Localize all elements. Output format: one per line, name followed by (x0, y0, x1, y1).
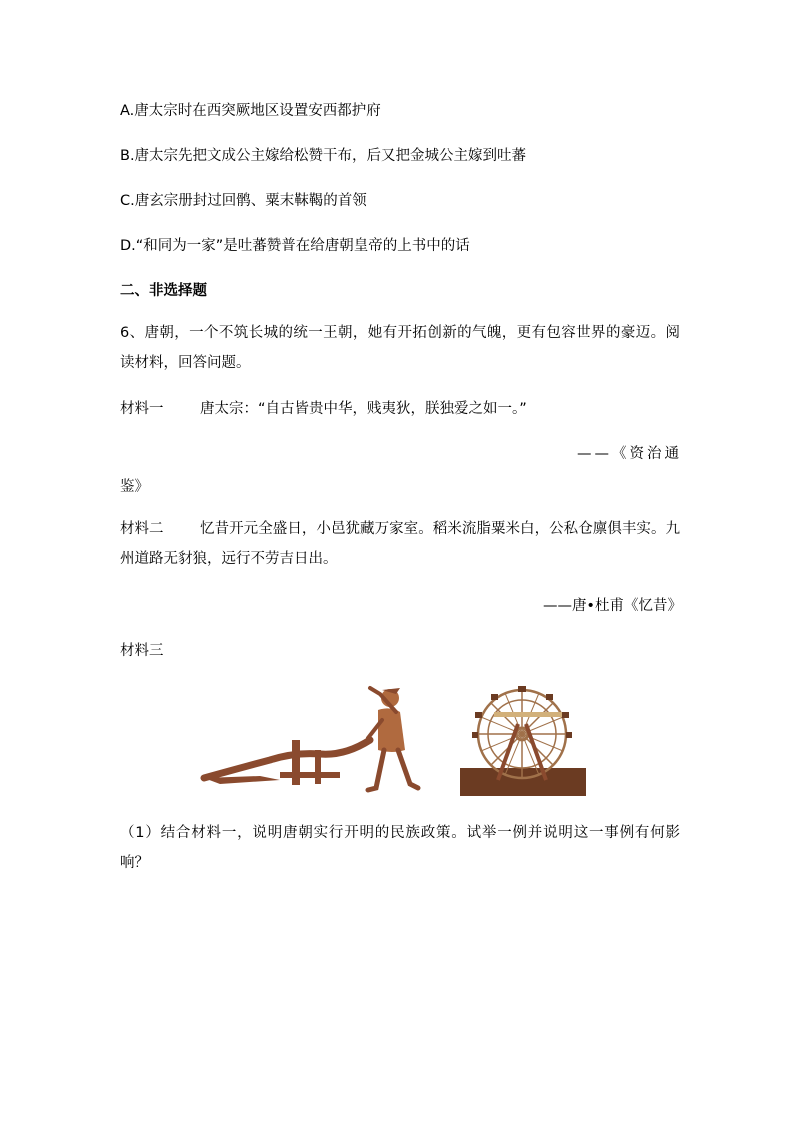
material-three-label: 材料三 (120, 643, 164, 659)
material-two (120, 514, 680, 574)
option-a: A.唐太宗时在西突厥地区设置安西都护府 (120, 103, 381, 119)
option-d: D.“和同为一家”是吐蕃赞普在给唐朝皇帝的上书中的话 (120, 238, 470, 254)
material-one-source: ——《资治通 (577, 446, 682, 462)
material-two-text: 忆昔开元全盛日，小邑犹藏万家室。稻米流脂粟米白，公私仓廪俱丰实。九州道路无豺狼，远行不劳吉日出。 (120, 521, 680, 567)
water-wheel-illustration (458, 684, 588, 798)
material-one (120, 398, 527, 420)
material-two-label: 材料二 (120, 521, 164, 537)
sub-question-1: （1）结合材料一，说明唐朝实行开明的民族政策。试举一例并说明这一事例有何影响？ (120, 825, 680, 871)
option-c: C.唐玄宗册封过回鹘、粟末靺鞨的首领 (120, 193, 367, 209)
section-title: 二、非选择题 (120, 283, 207, 299)
material-one-text: 唐太宗：“自古皆贵中华，贱夷狄，朕独爱之如一。” (200, 401, 527, 417)
material-one-label: 材料一 (120, 401, 164, 417)
material-one-source-continued: 鉴》 (120, 479, 149, 495)
plow-farmer-illustration (200, 680, 430, 800)
option-b: B.唐太宗先把文成公主嫁给松赞干布，后又把金城公主嫁到吐蕃 (120, 148, 527, 164)
material-two-source: ——唐•杜甫《忆昔》 (542, 598, 682, 614)
question-stem: 6、唐朝，一个不筑长城的统一王朝，她有开拓创新的气魄，更有包容世界的豪迈。阅读材料，回答问题。 (120, 325, 680, 371)
